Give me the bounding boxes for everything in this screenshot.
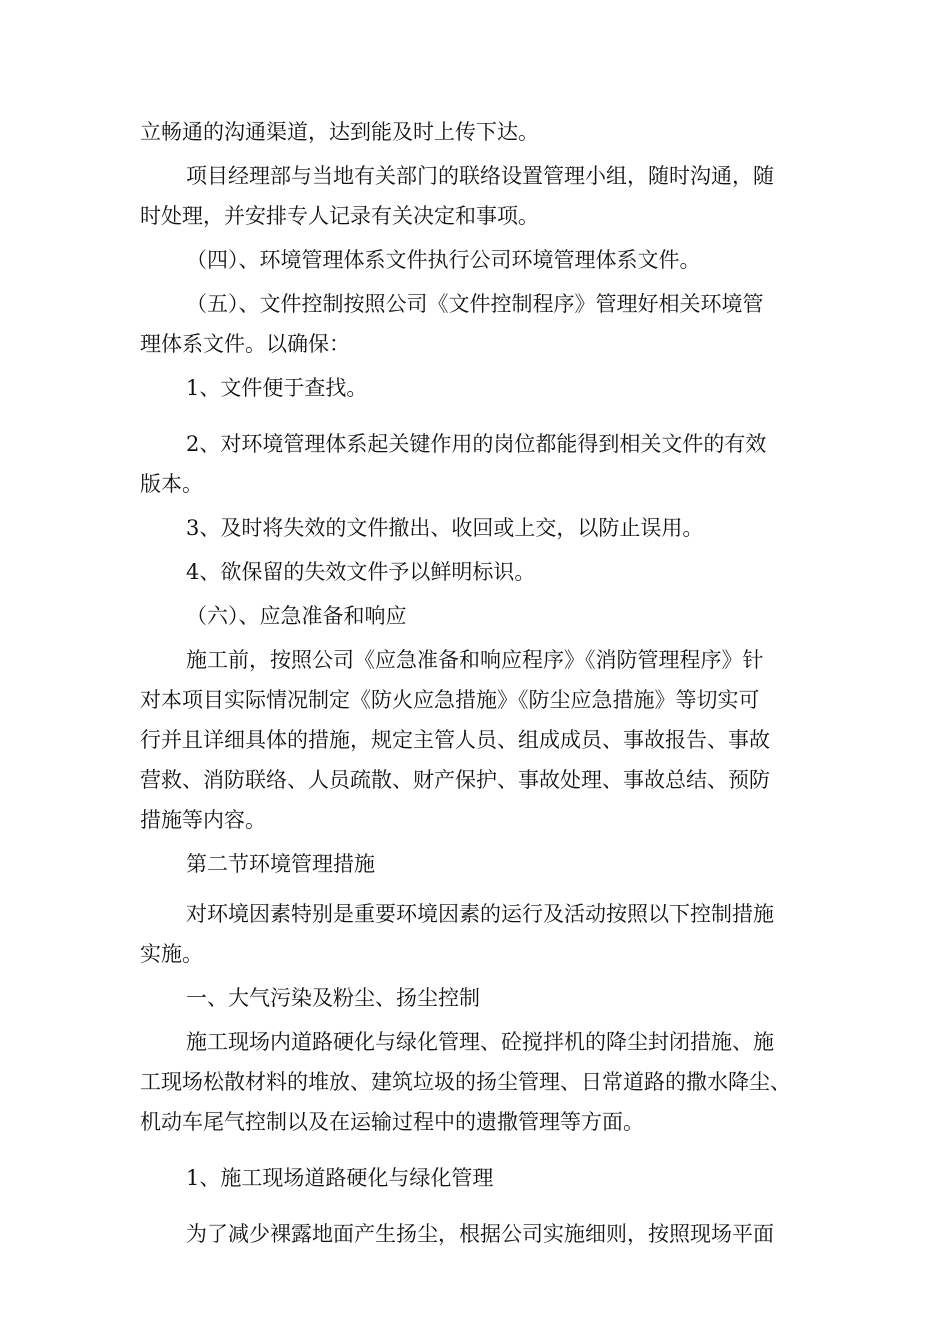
section-heading: （四）、环境管理体系文件执行公司环境管理体系文件。 xyxy=(186,248,701,272)
paragraph-line: 施工现场内道路硬化与绿化管理、砼搅拌机的降尘封闭措施、施 xyxy=(186,1030,774,1054)
text-line: 对本项目实际情况制定《防火应急措施》《防尘应急措施》等切实可 xyxy=(140,688,760,712)
text-line: 营救、消防联络、人员疏散、财产保护、事故处理、事故总结、预防 xyxy=(140,768,770,792)
paragraph-line: 对环境因素特别是重要环境因素的运行及活动按照以下控制措施 xyxy=(186,902,774,926)
document-body xyxy=(140,112,830,1254)
text-line: 版本。 xyxy=(140,472,203,496)
paragraph-line: 施工前，按照公司《应急准备和响应程序》《消防管理程序》针 xyxy=(186,648,764,672)
text-line: 机动车尾气控制以及在运输过程中的遗撒管理等方面。 xyxy=(140,1110,644,1134)
text-line: 实施。 xyxy=(140,942,203,966)
subsection-heading: 1、施工现场道路硬化与绿化管理 xyxy=(186,1166,494,1190)
list-item: 1、文件便于查找。 xyxy=(186,376,368,400)
text-line: 时处理，并安排专人记录有关决定和事项。 xyxy=(140,204,539,228)
section-title: 第二节环境管理措施 xyxy=(186,852,375,876)
list-item: 4、欲保留的失效文件予以鲜明标识。 xyxy=(186,560,536,584)
list-item: 3、及时将失效的文件撤出、收回或上交，以防止误用。 xyxy=(186,516,704,540)
section-heading: 一、大气污染及粉尘、扬尘控制 xyxy=(186,986,480,1010)
paragraph-line: （五）、文件控制按照公司《文件控制程序》管理好相关环境管 xyxy=(186,292,764,316)
list-item: 2、对环境管理体系起关键作用的岗位都能得到相关文件的有效 xyxy=(186,432,767,456)
text-line: 行并且详细具体的措施，规定主管人员、组成成员、事故报告、事故 xyxy=(140,728,770,752)
paragraph-line: 为了减少裸露地面产生扬尘，根据公司实施细则，按照现场平面 xyxy=(186,1222,774,1246)
text-line: 立畅通的沟通渠道，达到能及时上传下达。 xyxy=(140,120,539,144)
paragraph-line: 项目经理部与当地有关部门的联络设置管理小组，随时沟通，随 xyxy=(186,164,774,188)
text-line: 工现场松散材料的堆放、建筑垃圾的扬尘管理、日常道路的撒水降尘、 xyxy=(140,1070,791,1094)
text-line: 措施等内容。 xyxy=(140,808,266,832)
text-line: 理体系文件。以确保： xyxy=(140,332,350,356)
section-heading: （六）、应急准备和响应 xyxy=(186,604,407,628)
